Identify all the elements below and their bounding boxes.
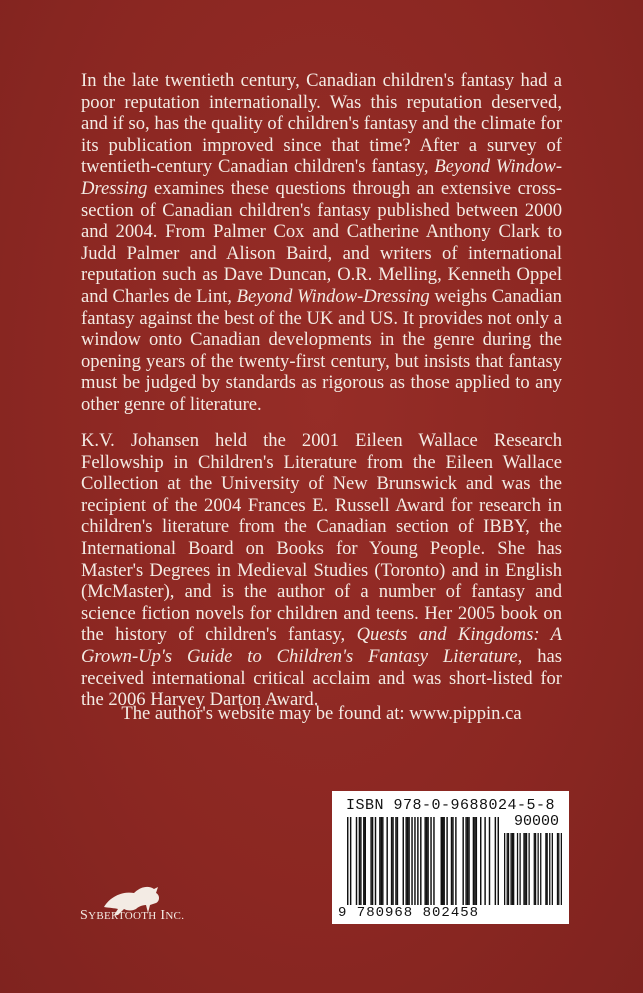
barcode-bar [446, 817, 447, 905]
blurb-text-3: weighs Canadian fantasy against the best of the UK and US. It provides not only a window onto Canadian developments in the genre during the opening years of the twenty-first century, but insists that fantasy must be judged by standards as rigorous as those applied to any other genre of literature. [81, 285, 562, 415]
price-code: 90000 [513, 813, 559, 830]
barcode-bar [381, 817, 382, 905]
barcode-bar [507, 833, 508, 905]
barcode-bar [452, 817, 453, 905]
barcode-bar [386, 817, 387, 905]
barcode-bar [408, 817, 409, 905]
book-blurb [81, 70, 562, 416]
barcode-bar [405, 817, 406, 905]
barcode-bar [510, 833, 511, 905]
barcode-bar [363, 817, 364, 905]
barcode-bar [392, 817, 393, 905]
barcode-bar [420, 817, 421, 905]
barcode-bar [455, 817, 456, 905]
barcode-bar [519, 833, 520, 905]
isbn-label: ISBN 978-0-9688024-5-8 [346, 797, 556, 814]
addon-barcode-bars [504, 833, 562, 905]
barcode-bar [513, 833, 514, 905]
isbn-barcode [332, 791, 569, 924]
barcode-digits: 9 780968 802458 [338, 905, 480, 921]
barcode-bar [508, 833, 509, 905]
barcode-bar [525, 833, 526, 905]
publisher-name: SYBERTOOTH INC. [80, 908, 185, 923]
barcode-bar [347, 817, 348, 905]
barcode-bar [480, 817, 481, 905]
barcode-bar [489, 817, 490, 905]
barcode-bar [526, 833, 527, 905]
blurb-book-title-2: Beyond Window-Dressing [236, 285, 430, 307]
barcode-bar [397, 817, 398, 905]
barcode-bar [484, 817, 485, 905]
barcode-bar [462, 817, 463, 905]
sabertooth-cat-logo [84, 875, 214, 935]
barcode-bar [545, 833, 546, 905]
barcode-bar [433, 817, 434, 905]
barcode-bar [442, 817, 443, 905]
blurb-text-1: In the late twentieth century, Canadian children's fantasy had a poor reputation internationally. Was this reputation deserved, and if so, has the quality of children's fantasy and the climate for its publication improved since that time? After a survey of twentieth-century Canadian children's fantasy, [81, 70, 562, 178]
barcode-bar [468, 817, 469, 905]
barcode-bar [379, 817, 380, 905]
barcode-bar [417, 817, 418, 905]
barcode-bar [414, 817, 415, 905]
barcode-bar [467, 817, 468, 905]
bio-book-title: Quests and Kingdoms: A Grown-Up's Guide to Children's Fantasy Literature [81, 624, 562, 667]
barcode-bar [557, 833, 558, 905]
barcode-bar [474, 817, 475, 905]
barcode-bar [528, 833, 529, 905]
barcode-bar [359, 817, 360, 905]
barcode-bar [512, 833, 513, 905]
barcode-bar [426, 817, 427, 905]
barcode-bar [517, 833, 518, 905]
barcode-bar [356, 817, 357, 905]
barcode-bar [382, 817, 383, 905]
barcode-bar [465, 817, 466, 905]
barcode-bar [540, 833, 541, 905]
barcode-bar [391, 817, 392, 905]
barcode-bar [443, 817, 444, 905]
barcode-bar [552, 833, 553, 905]
barcode-bar [430, 817, 431, 905]
barcode-bar [535, 833, 536, 905]
barcode-bar [561, 833, 562, 905]
barcode-bar [476, 817, 477, 905]
barcode-bar [549, 833, 550, 905]
barcode-bar [451, 817, 452, 905]
main-barcode-bars [347, 817, 499, 905]
barcode-bar [395, 817, 396, 905]
barcode-bar [411, 817, 412, 905]
blurb-text-2: examines these questions through an extensive cross-section of Canadian children's fantasy published between 2000 and 2004. From Palmer Cox and Catherine Anthony Clark to Judd Palmer and Alison Baird, and writers of international reputation such as Dave Duncan, O.R. Melling, Kenneth Oppel and Charles de Lint, [81, 177, 562, 307]
barcode-bar [547, 833, 548, 905]
barcode-bar [407, 817, 408, 905]
barcode-bar [523, 833, 524, 905]
barcode-bar [403, 817, 404, 905]
barcode-bar [370, 817, 371, 905]
author-website-line: The author's website may be found at: www.pippin.ca [121, 703, 522, 724]
barcode-bar [534, 833, 535, 905]
blurb-book-title-1: Beyond Window-Dressing [81, 156, 563, 199]
barcode-bar [504, 833, 505, 905]
barcode-bar [538, 833, 539, 905]
barcode-bar [495, 817, 496, 905]
barcode-bar [498, 817, 499, 905]
author-bio [81, 430, 562, 711]
barcode-bar [558, 833, 559, 905]
barcode-bar [372, 817, 373, 905]
barcode-bar [375, 817, 376, 905]
bio-text-1: K.V. Johansen held the 2001 Eileen Wallace Research Fellowship in Children's Literature from the Eileen Wallace Collection at the University of New Brunswick and was the recipient of the 2004 Frances E. Russell Award for research in children's literature from the Canadian section of IBBY, the International Board on Books for Young People. She has Master's Degrees in Medieval Studies (Toronto) and in English (McMaster), and is the author of a number of fantasy and science fiction novels for children and teens. Her 2005 book on the history of children's fantasy, [81, 430, 562, 646]
barcode-bar [473, 817, 474, 905]
barcode-bar [365, 817, 366, 905]
barcode-bar [424, 817, 425, 905]
barcode-bar [360, 817, 361, 905]
barcode-bar [441, 817, 442, 905]
barcode-bar [427, 817, 428, 905]
bio-text-2: , has received international critical acclaim and was short-listed for the 2006 Harvey Darton Award. [81, 645, 562, 711]
barcode-bar [350, 817, 351, 905]
